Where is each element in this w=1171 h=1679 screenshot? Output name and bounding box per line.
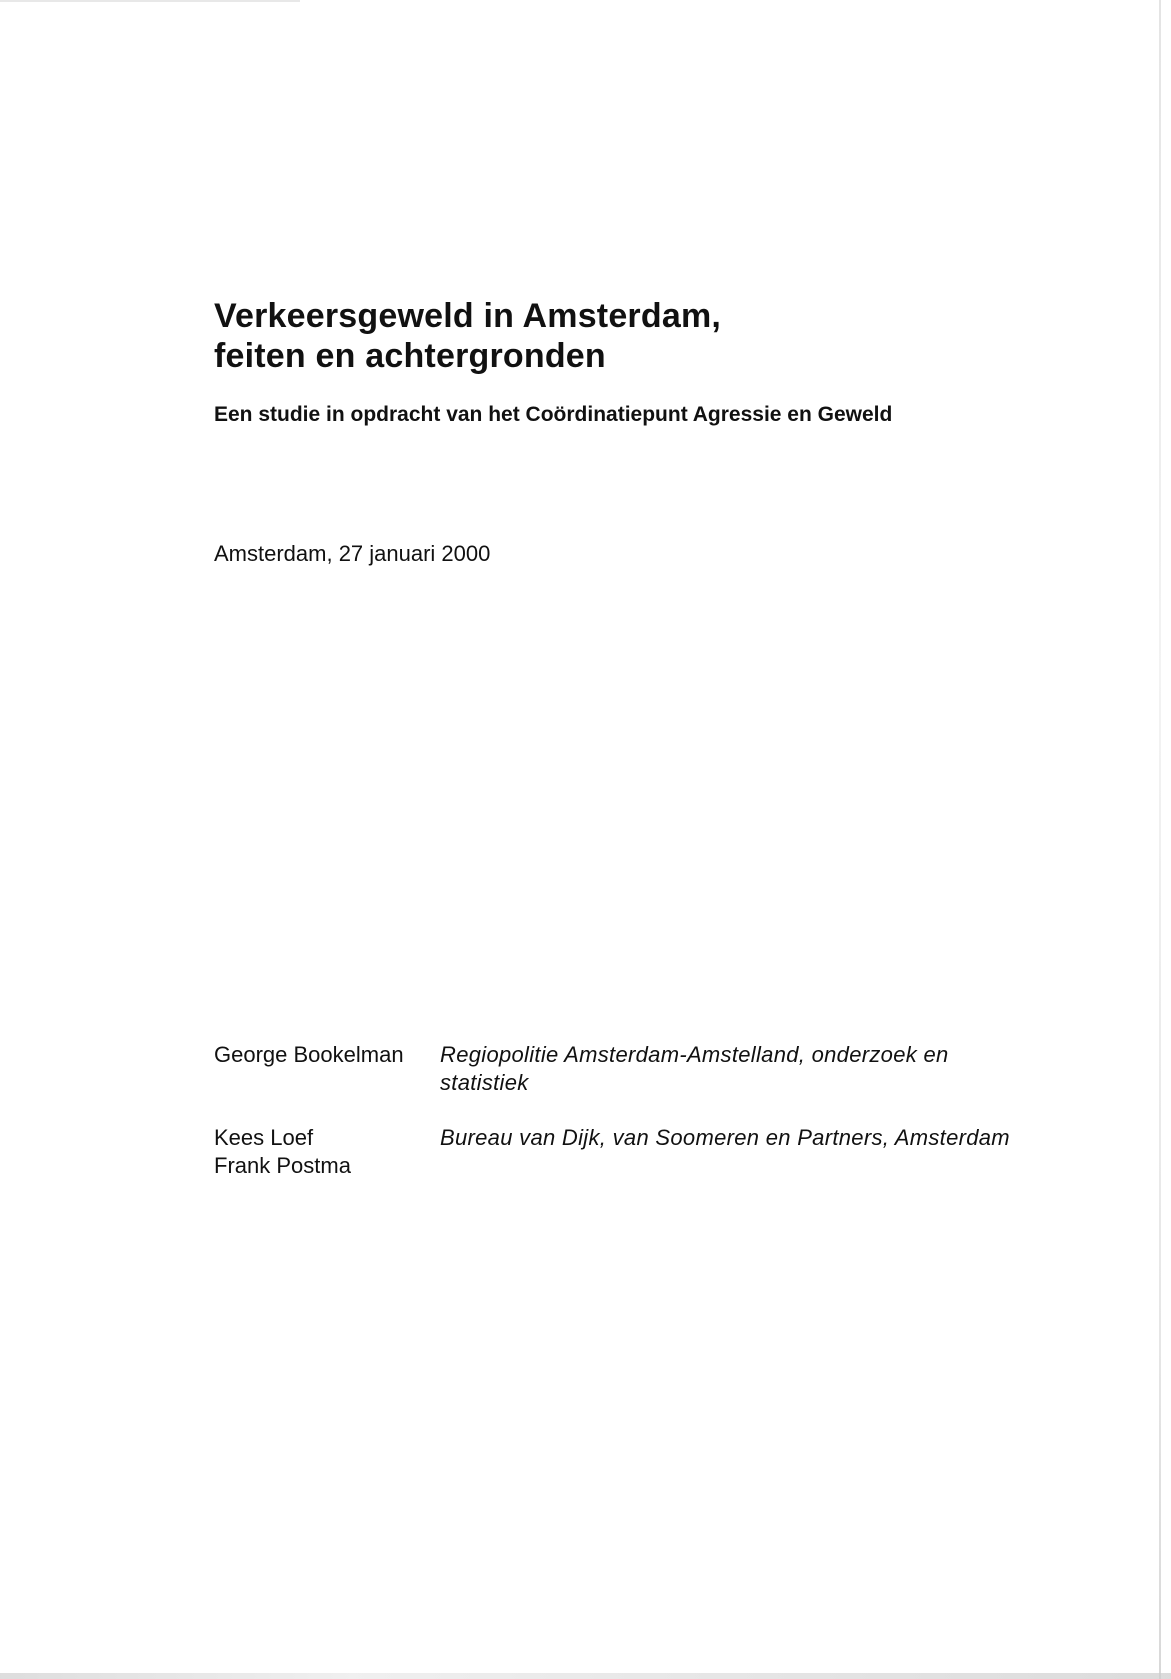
author-name: Kees Loef: [214, 1125, 314, 1150]
document-title: [214, 296, 721, 376]
author-names: [214, 1041, 440, 1097]
scan-edge-right: [1159, 0, 1161, 1679]
document-subtitle: Een studie in opdracht van het Coördinatiepunt Agressie en Geweld: [214, 403, 893, 426]
author-affiliation: Regiopolitie Amsterdam-Amstelland, onderzoek en statistiek: [440, 1042, 949, 1095]
scan-edge-bottom: [0, 1673, 1171, 1679]
scan-edge-top: [0, 0, 300, 2]
title-line-2: feiten en achtergronden: [214, 337, 606, 375]
author-group: [214, 1124, 1034, 1180]
author-name: Frank Postma: [214, 1153, 351, 1178]
author-name: George Bookelman: [214, 1042, 404, 1067]
title-line-1: Verkeersgeweld in Amsterdam,: [214, 297, 722, 335]
author-names: [214, 1124, 440, 1180]
document-date: Amsterdam, 27 januari 2000: [214, 541, 491, 566]
authors-section: [214, 1041, 1034, 1207]
author-group: [214, 1041, 1034, 1097]
author-affiliation: Bureau van Dijk, van Soomeren en Partners, Amsterdam: [440, 1125, 1010, 1150]
